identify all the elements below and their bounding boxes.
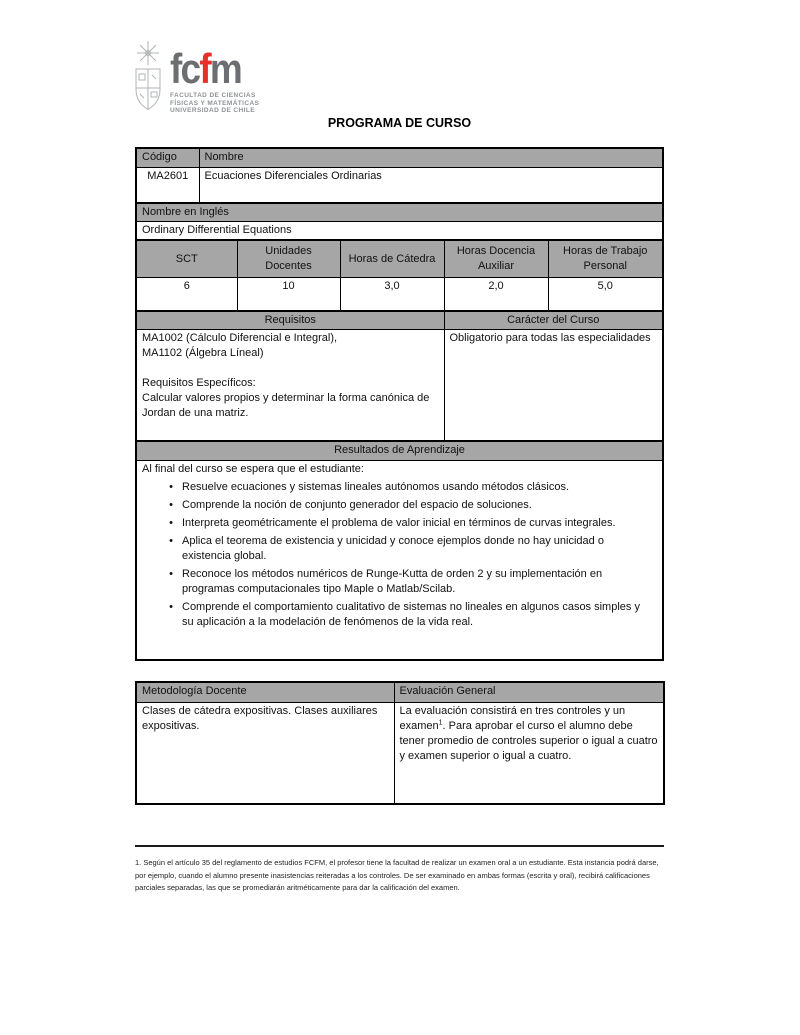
list-item [142,498,657,513]
wordmark-fc: fc [170,45,200,92]
footnote-ref-superscript: 1 [438,719,443,727]
metodologia-body-cell: Clases de cátedra expositivas. Clases auxiliares expositivas. [136,703,394,805]
nombre-header-cell: Nombre [199,148,663,168]
table-row [136,441,663,461]
resultados-intro: Al final del curso se espera que el estudiante: [142,463,364,475]
horas-docencia-value-cell: 2,0 [444,278,548,312]
bullet-text: Interpreta geométricamente el problema de valor inicial en términos de curvas integrales. [182,517,616,529]
bullet-text: Comprende el comportamiento cualitativo de sistemas no lineales en algunos casos simples y su aplicación a la modelación de fenómenos de la vida real. [182,601,640,628]
bullet-icon: • [169,601,173,613]
credits-header-row [136,240,663,278]
table-row [136,330,663,442]
page-title: PROGRAMA DE CURSO [327,116,472,130]
requisitos-header-cell: Requisitos [136,311,444,330]
university-crest-icon [130,40,166,116]
table-row [136,311,663,330]
list-item [142,534,657,564]
list-item [142,567,657,597]
horas-docencia-header-cell: Horas Docencia Auxiliar [444,240,548,278]
horas-catedra-value-cell: 3,0 [340,278,444,312]
logo-caption-line2: FÍSICAS Y MATEMÁTICAS [170,99,260,107]
course-program-table [135,147,664,661]
metodologia-evaluacion-table [135,681,665,805]
bullet-text: Aplica el teorema de existencia y unicidad y conoce ejemplos donde no hay unicidad o existencia global. [182,535,604,562]
blank-line [142,361,439,376]
logo-text-block [170,45,260,115]
codigo-header-cell: Código [136,148,199,168]
sct-header-cell: SCT [136,240,237,278]
codigo-value-cell: MA2601 [136,168,199,204]
horas-catedra-header-cell: Horas de Cátedra [340,240,444,278]
caracter-curso-header-cell: Carácter del Curso [444,311,663,330]
unidades-docentes-header-cell: Unidades Docentes [237,240,340,278]
bullet-icon: • [169,517,173,529]
horas-trabajo-header-cell: Horas de Trabajo Personal [548,240,663,278]
evaluacion-text-part1: La evaluación consistirá en tres controles y un examen [399,705,626,732]
bullet-icon: • [169,499,173,511]
list-item [142,480,657,495]
bullet-text: Reconoce los métodos numéricos de Runge-Kutta de orden 2 y su implementación en programas computacionales tipo Maple o Matlab/Scilab. [182,568,603,595]
evaluacion-header-cell: Evaluación General [394,682,664,703]
bullet-icon: • [169,535,173,547]
table-row [136,148,663,168]
metodologia-header-cell: Metodología Docente [136,682,394,703]
resultados-header-cell: Resultados de Aprendizaje [136,441,663,461]
resultados-body-cell [136,461,663,661]
wordmark-red-f: f [199,45,210,92]
logo-caption-line1: FACULTAD DE CIENCIAS [170,92,256,99]
bullet-icon: • [169,568,173,580]
fcfm-logo [130,40,259,116]
fcfm-wordmark [170,45,249,92]
logo-caption [170,92,259,115]
requisitos-body-cell [136,330,444,442]
horas-trabajo-value-cell: 5,0 [548,278,663,312]
requisito-line: MA1002 (Cálculo Diferencial e Integral), [142,332,338,344]
sct-value-cell: 6 [136,278,237,312]
bullet-text: Resuelve ecuaciones y sistemas lineales autónomos usando métodos clásicos. [182,481,570,493]
footnote-text: 1. Según el artículo 35 del reglamento de estudios FCFM, el profesor tiene la facultad de realizar un examen oral a un estudiante. Esta instancia podrá darse, por ejemplo, cuando el alumno presente inasistencias reiteradas a los controles. De ser examinado en ambas formas (escrita y oral), recibirá calificaciones parciales separadas, las que se promediarán aritméticamente para dar la calificación del examen. [135,858,659,892]
nombre-value-cell: Ecuaciones Diferenciales Ordinarias [199,168,663,204]
footnote-separator-line [135,845,664,847]
table-row [136,203,663,222]
bullet-text: Comprende la noción de conjunto generador del espacio de soluciones. [182,499,532,511]
table-row [136,682,664,703]
requisitos-especificos-label: Requisitos Específicos: [142,377,256,389]
logo-caption-line3: UNIVERSIDAD DE CHILE [170,107,255,114]
table-row [136,703,664,805]
bullet-icon: • [169,481,173,493]
nombre-ingles-value-cell: Ordinary Differential Equations [136,222,663,241]
credits-values-row [136,278,663,312]
table-row [136,461,663,661]
caracter-curso-body-cell: Obligatorio para todas las especialidades [444,330,663,442]
evaluacion-text-part2: . Para aprobar el curso el alumno debe tener promedio de controles superior o igual a cuatro y examen superior o igual a cuatro. [399,720,658,762]
unidades-docentes-value-cell: 10 [237,278,340,312]
list-item [142,516,657,531]
list-item [142,600,657,630]
requisito-line: MA1102 (Álgebra Líneal) [142,347,264,359]
nombre-ingles-header-cell: Nombre en Inglés [136,203,663,222]
evaluacion-body-cell [394,703,664,805]
table-row [136,222,663,241]
table-row [136,168,663,204]
wordmark-m: m [209,45,242,92]
requisitos-especificos-text: Calcular valores propios y determinar la forma canónica de Jordan de una matriz. [142,392,430,419]
